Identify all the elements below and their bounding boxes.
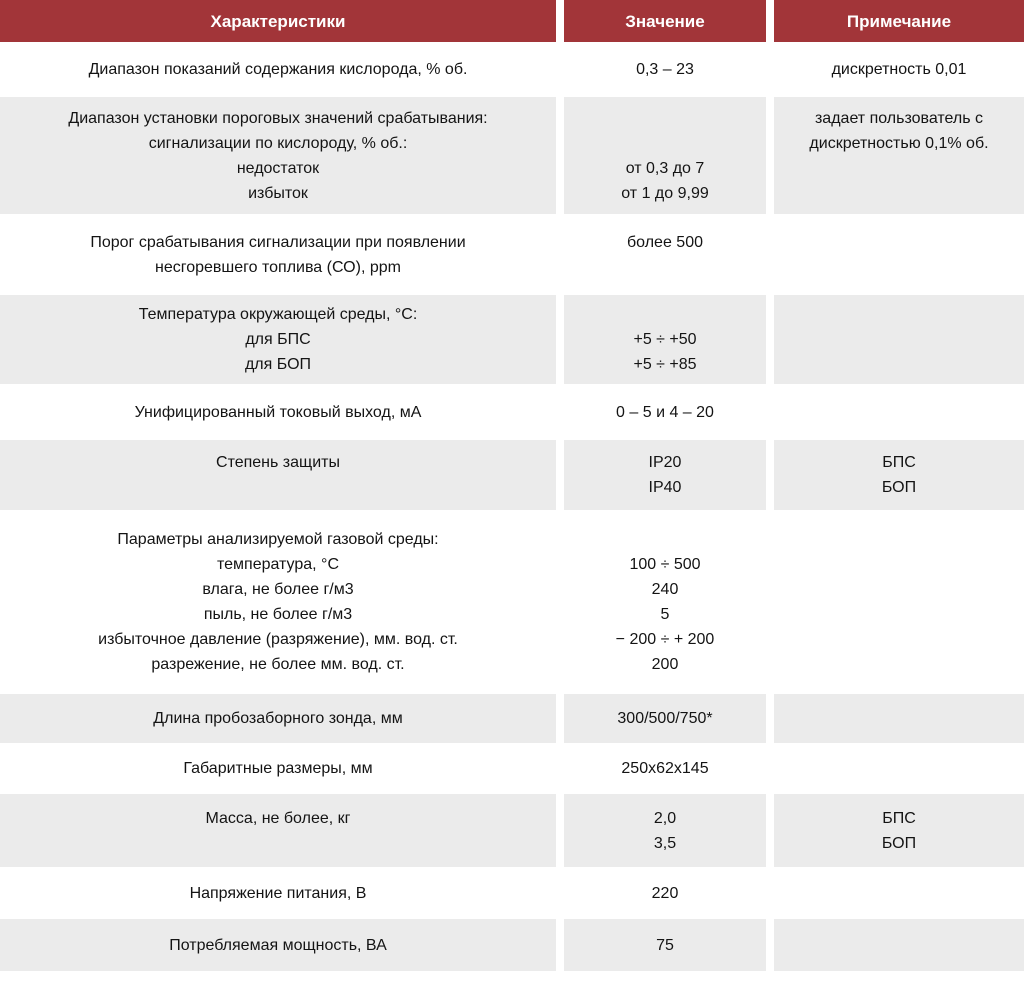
cell-line: IP20 bbox=[648, 454, 682, 471]
cell-note bbox=[774, 214, 1024, 295]
cell-line: Унифицированный токовый выход, мА bbox=[134, 403, 422, 421]
cell-characteristic bbox=[0, 384, 556, 440]
cell-note bbox=[774, 919, 1024, 971]
table-row bbox=[0, 384, 1024, 440]
cell-line: от 1 до 9,99 bbox=[621, 184, 709, 202]
cell-line: БОП bbox=[881, 834, 917, 852]
cell-characteristic bbox=[0, 743, 556, 794]
cell-line: дискретность 0,01 bbox=[831, 61, 967, 78]
cell-value bbox=[564, 384, 766, 440]
table-row bbox=[0, 97, 1024, 214]
cell-line: 240 bbox=[651, 581, 679, 598]
cell-value bbox=[564, 295, 766, 384]
cell-line: от 0,3 до 7 bbox=[625, 159, 705, 177]
cell-line: избыточное давление (разряжение), мм. вод. ст. bbox=[98, 631, 458, 648]
cell-line: несгоревшего топлива (СО), ppm bbox=[155, 258, 401, 276]
cell-line: 0 – 5 и 4 – 20 bbox=[616, 403, 714, 421]
cell-line: 2,0 bbox=[653, 809, 677, 827]
cell-line: 0,3 – 23 bbox=[636, 61, 694, 78]
cell-line: более 500 bbox=[627, 233, 703, 251]
cell-characteristic bbox=[0, 97, 556, 214]
cell-line: +5 ÷ +50 bbox=[633, 331, 697, 348]
cell-note bbox=[774, 384, 1024, 440]
cell-note bbox=[774, 794, 1024, 867]
cell-note bbox=[774, 97, 1024, 214]
cell-line: Габаритные размеры, мм bbox=[183, 760, 373, 777]
table-row bbox=[0, 743, 1024, 794]
cell-line: 220 bbox=[651, 884, 679, 902]
cell-note bbox=[774, 743, 1024, 794]
table-row bbox=[0, 919, 1024, 971]
cell-line: БПС bbox=[882, 454, 916, 471]
cell-line: Степень защиты bbox=[216, 454, 340, 471]
cell-note bbox=[774, 42, 1024, 97]
cell-line: Параметры анализируемой газовой среды: bbox=[117, 531, 439, 548]
cell-line: 250х62х145 bbox=[621, 760, 709, 777]
cell-line: БОП bbox=[881, 479, 917, 496]
cell-characteristic bbox=[0, 440, 556, 510]
cell-line: БПС bbox=[882, 809, 916, 827]
table-header-row bbox=[0, 0, 1024, 42]
table-row bbox=[0, 867, 1024, 919]
cell-line: задает пользователь с bbox=[814, 109, 984, 127]
cell-line: +5 ÷ +85 bbox=[633, 356, 697, 373]
table-row bbox=[0, 440, 1024, 510]
cell-note bbox=[774, 867, 1024, 919]
cell-value bbox=[564, 794, 766, 867]
cell-line: Масса, не более, кг bbox=[205, 809, 351, 827]
cell-line: сигнализации по кислороду, % об.: bbox=[148, 134, 408, 152]
cell-line: Диапазон показаний содержания кислорода, % об. bbox=[88, 61, 468, 78]
cell-line: температура, °С bbox=[216, 556, 340, 573]
cell-line: 3,5 bbox=[653, 834, 677, 852]
cell-value bbox=[564, 440, 766, 510]
cell-value bbox=[564, 694, 766, 743]
cell-characteristic bbox=[0, 42, 556, 97]
cell-line: разрежение, не более мм. вод. ст. bbox=[151, 656, 405, 673]
cell-line: дискретностью 0,1% об. bbox=[809, 134, 989, 152]
cell-value bbox=[564, 743, 766, 794]
cell-characteristic bbox=[0, 867, 556, 919]
cell-line: 75 bbox=[656, 936, 674, 954]
cell-characteristic bbox=[0, 794, 556, 867]
header-cell-value: Значение bbox=[564, 0, 766, 42]
cell-note bbox=[774, 510, 1024, 694]
cell-note bbox=[774, 694, 1024, 743]
cell-line: Потребляемая мощность, ВА bbox=[169, 936, 387, 954]
cell-line: для БОП bbox=[244, 356, 312, 373]
cell-line: Порог срабатывания сигнализации при появлении bbox=[90, 233, 466, 251]
cell-note bbox=[774, 440, 1024, 510]
cell-line: − 200 ÷ + 200 bbox=[615, 631, 715, 648]
table-row bbox=[0, 510, 1024, 694]
header-cell-characteristics: Характеристики bbox=[0, 0, 556, 42]
cell-characteristic bbox=[0, 919, 556, 971]
cell-line: 5 bbox=[660, 606, 670, 623]
table-row bbox=[0, 295, 1024, 384]
cell-line: недостаток bbox=[236, 159, 320, 177]
cell-line: Температура окружающей среды, °С: bbox=[138, 306, 418, 323]
cell-line: 200 bbox=[651, 656, 679, 673]
cell-value bbox=[564, 97, 766, 214]
cell-value bbox=[564, 919, 766, 971]
table-body bbox=[0, 42, 1024, 971]
cell-line: IP40 bbox=[648, 479, 682, 496]
cell-line: 300/500/750* bbox=[617, 710, 713, 727]
cell-line: избыток bbox=[248, 184, 308, 202]
cell-line: пыль, не более г/м3 bbox=[203, 606, 353, 623]
cell-line: Длина пробозаборного зонда, мм bbox=[153, 710, 403, 727]
table-row bbox=[0, 794, 1024, 867]
table-row bbox=[0, 214, 1024, 295]
cell-value bbox=[564, 42, 766, 97]
cell-characteristic bbox=[0, 214, 556, 295]
cell-value bbox=[564, 214, 766, 295]
cell-line: влага, не более г/м3 bbox=[202, 581, 354, 598]
header-cell-note: Примечание bbox=[774, 0, 1024, 42]
cell-value bbox=[564, 510, 766, 694]
cell-line: Напряжение питания, В bbox=[189, 884, 367, 902]
cell-value bbox=[564, 867, 766, 919]
table-row bbox=[0, 694, 1024, 743]
cell-characteristic bbox=[0, 694, 556, 743]
cell-characteristic bbox=[0, 510, 556, 694]
cell-note bbox=[774, 295, 1024, 384]
cell-characteristic bbox=[0, 295, 556, 384]
cell-line: Диапазон установки пороговых значений срабатывания: bbox=[68, 109, 488, 127]
cell-line: для БПС bbox=[245, 331, 311, 348]
table-row bbox=[0, 42, 1024, 97]
cell-line: 100 ÷ 500 bbox=[629, 556, 701, 573]
